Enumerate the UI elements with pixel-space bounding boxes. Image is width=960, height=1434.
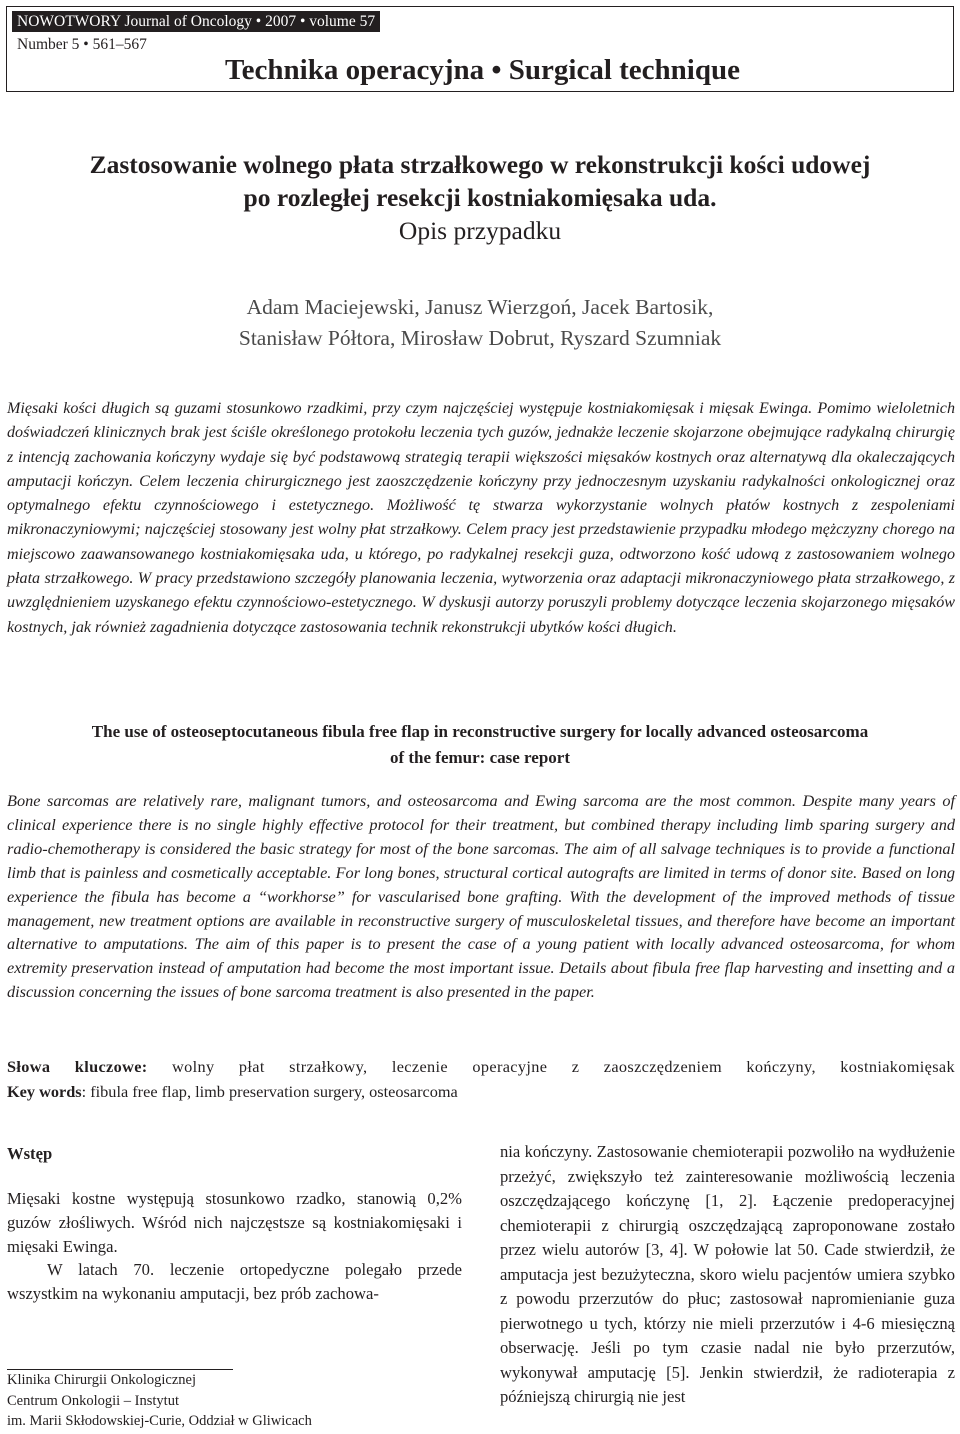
abstract-pl: Mięsaki kości długich są guzami stosunkowo rzadkimi, przy czym najczęściej występuje kostniakomięsak i mięsak Ewinga. Pomimo wieloletnich doświadczeń klinicznych brak jest ściśle określonego protokołu leczenia tych guzów, jednakże leczenie skojarzone obejmujące radykalną chirurgię z intencją zachowania kończyny wydaje się być podstawową strategią terapii większości mięsaków kostnych oraz alternatywą dla okaleczających amputacji kończyn. Celem leczenia chirurgicznego jest zaoszczędzenie kończyny przy jednoczesnym uzyskaniu radykalności onkologicznej oraz optymalnego efektu czynnościowego i estetycznego. Możliwość tę stwarza wykorzystanie wolnych płatów kostnych z zespoleniami mikronaczyniowymi; najczęściej stosowany jest wolny płat strzałkowy. Celem pracy jest przedstawienie przypadku młodego mężczyzny chorego na miejscowo zaawansowanego kostniakomięsaka uda, u którego, po radykalnej resekcji guza, odtworzono kość udową z zastosowaniem wolnego płata strzałkowego. W pracy przedstawiono szczegóły planowania leczenia, wytworzenia oraz adaptacji mikronaczyniowego płata strzałkowego, z uwzględnieniem uzyskanego efektu czynnościowo-estetycznego. W dyskusji autorzy poruszyli problemy dotyczące leczenia skojarzonego mięsaków kostnych, jak również zagadnienia dotyczące zastosowania technik rekonstrukcji ubytków kości długich. — [7, 400, 955, 636]
authors-line-2: Stanisław Półtora, Mirosław Dobrut, Ryszard Szumniak — [238, 326, 722, 350]
abstract-en: Bone sarcomas are relatively rare, malignant tumors, and osteosarcoma and Ewing sarcoma are the most common. Despite many years of clinical experience there is no single highly effective protocol for their treatment, but combined therapy including limb sparing surgery and radio-chemotherapy is considered the basic strategy for most of the bone sarcomas. The aim of all salvage techniques is to provide a functional limb that is painless and cosmetically acceptable. For long bones, structural cortical autografts are limited in terms of donor site. Based on long experience the fibula has become a “workhorse” for vascularised bone grafting. With the development of the improved methods of tissue management, new treatment options are available in reconstructive surgery of musculoskeletal tissues, and therefore have become an important alternative to amputations. The aim of this paper is to present the case of a young patient with locally advanced osteosarcoma, for whom extremity preservation instead of amputation had become the most important issue. Details about fibula free flap harvesting and insetting and a discussion concerning the issues of bone sarcoma treatment is also presented in the paper. — [7, 791, 955, 1002]
title-en-line-2: of the femur: case report — [389, 748, 570, 767]
body-right-column: nia kończyny. Zastosowanie chemioterapii pozwoliło na wydłużenie przeżyć, zwiększyło też zainteresowanie możliwością leczenia oszczędzającego kończynę [1, 2]. Łączenie predoperacyjnej chemioterapii z chirurgią oszczędzającą zaproponowane zostało przez wielu autorów [3, 4]. W połowie lat 50. Cade stwierdził, że amputacja jest bezużyteczna, skoro wielu pacjentów umiera szybko z powodu przerzutów do płuc; zastosował napromienianie guza pierwotnego u tych, którzy nie mieli przerzutów i 4-6 miesięczną obserwację. Jeśli po tym czasie nadal nie było przerzutów, wykonywał amputację [5]. Jenkin stwierdził, że radioterapia z późniejszą chirurgią nie jest — [500, 1142, 955, 1406]
title-pl-line-2: po rozległej resekcji kostniakomięsaka uda. — [243, 183, 717, 212]
affiliation-line-2: Centrum Onkologii – Instytut — [7, 1392, 179, 1409]
body-left-column — [7, 1143, 462, 1306]
keywords-en-text: : fibula free flap, limb preservation surgery, osteosarcoma — [81, 1082, 458, 1101]
intro-heading: Wstęp — [7, 1144, 53, 1163]
title-pl-line-1: Zastosowanie wolnego płata strzałkowego w rekonstrukcji kości udowej — [89, 150, 871, 179]
affiliation — [7, 1370, 312, 1432]
intro-paragraph-2: W latach 70. leczenie ortopedyczne polegało przede wszystkim na wykonaniu amputacji, bez prób zachowa- — [7, 1260, 462, 1304]
issue-info: Number 5 • 561–567 — [17, 36, 147, 53]
affiliation-line-3: im. Marii Skłodowskiej-Curie, Oddział w Gliwicach — [7, 1413, 312, 1429]
affiliation-line-1: Klinika Chirurgii Onkologicznej — [7, 1372, 197, 1388]
article-title-en — [0, 719, 960, 771]
author-list — [0, 292, 960, 354]
keywords-block — [7, 1054, 955, 1104]
intro-paragraph-1: Mięsaki kostne występują stosunkowo rzadko, stanowią 0,2% guzów złośliwych. Wśród nich najczęstsze są kostniakomięsaki i mięsaki Ewinga. — [7, 1189, 462, 1256]
keywords-en-label: Key words — [7, 1082, 82, 1101]
keywords-pl — [7, 1054, 955, 1079]
title-en-line-1: The use of osteoseptocutaneous fibula free flap in reconstructive surgery for locally advanced osteosarcoma — [91, 722, 869, 741]
authors-line-1: Adam Maciejewski, Janusz Wierzgoń, Jacek Bartosik, — [246, 295, 714, 319]
keywords-pl-text: wolny płat strzałkowy, leczenie operacyjne z zaoszczędzeniem kończyny, kostniakomięsak — [147, 1057, 955, 1076]
title-pl-line-3: Opis przypadku — [398, 216, 562, 245]
keywords-pl-label: Słowa kluczowe: — [7, 1057, 148, 1076]
article-title-pl — [0, 148, 960, 247]
journal-name: NOWOTWORY Journal of Oncology • 2007 • volume 57 — [12, 11, 380, 32]
section-title: Technika operacyjna • Surgical technique — [224, 54, 740, 86]
keywords-en — [7, 1079, 955, 1104]
